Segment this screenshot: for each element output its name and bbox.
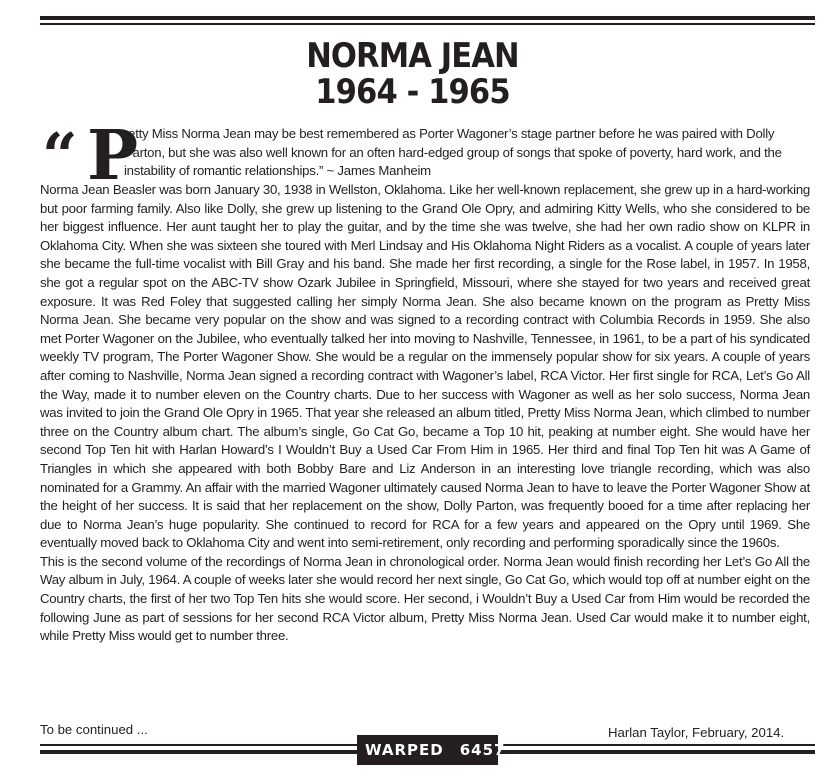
title-name: NORMA JEAN bbox=[306, 36, 519, 76]
paragraph-volume: This is the second volume of the recordings of Norma Jean in chronological order. Norma Jean would finish recording her Let’s Go All the Way album in July, 1964. A couple of weeks later she would record her next single, Go Cat Go, which would top off at number eight on the Country charts, the first of her two Top Ten hits she would score. Her second, i Wouldn’t Buy a Used Car from Him would be recorded the following June as part of sessions for her second RCA Victor album, Pretty Miss Norma Jean. Used Car would make it to number eight, while Pretty Miss would get to number three. bbox=[40, 553, 810, 644]
intro-quote bbox=[124, 125, 810, 181]
paragraph-biography: Norma Jean Beasler was born January 30, 1938 in Wellston, Oklahoma. Like her well-known replacement, she grew up in a hard-working but poor farming family. Also like Dolly, she grew up listening to the Grand Ole Opry, and admiring Kitty Wells, who she considered to be her biggest influence. Her aunt taught her to play the guitar, and by the time she was twelve, she had her own radio show on KLPR in Oklahoma City. When she was sixteen she toured with Merl Lindsay and His Oklahoma Night Riders as a vocalist. A couple of years later she became the full-time vocalist with Bill Gray and his band. She made her first recording, a single for the Rose label, in 1957. In 1958, she got a regular spot on the ABC-TV show Ozark Jubilee in Springfield, Missouri, where she stayed for two years and received great exposure. It was Red Foley that suggested calling her simply Norma Jean. She also became known on the program as Pretty Miss Norma Jean. She became very popular on the show and was signed to a recording contract with Columbia Records in 1959. She also met Porter Wagoner on the Jubilee, who eventually talked her into moving to Nashville, Tennessee, in 1961, to be a part of his syndicated weekly TV program, The Porter Wagoner Show. She would be a regular on the immensely popular show for six years. A couple of years after coming to Nashville, Norma Jean signed a recording contract with Wagoner’s label, RCA Victor. Her first single for RCA, Let’s Go All the Way, made it to number eleven on the Country charts. Due to her success with Wagoner as well as her solo success, Norma Jean was invited to join the Grand Ole Opry in 1965. That year she released an album titled, Pretty Miss Norma Jean, which climbed to number three on the Country album chart. The album’s single, Go Cat Go, became a Top 10 hit, peaking at number eight. She would have her second Top Ten hit with Harlan Howard’s I Wouldn’t Buy a Used Car From Him in 1965. Her third and final Top Ten hit was A Game of Triangles in which she appeared with both Bobby Bare and Liz Anderson in an interesting love triangle recording, which was also nominated for a Grammy. An affair with the married Wagoner ultimately caused Norma Jean to have to leave the Porter Wagoner Show at the height of her success. It is said that her replacement on the show, Dolly Parton, was frequently booed for a time after replacing her due to Norma Jean’s huge popularity. She continued to record for RCA for a few years and appeared on the Opry until 1969. She eventually moved back to Oklahoma City and went into semi-retirement, only recording and performing sporadically since the 1960s. bbox=[40, 182, 810, 551]
catalog-number: 6457 bbox=[459, 741, 506, 759]
quote-mark: “ bbox=[42, 119, 78, 192]
top-rule-thick bbox=[40, 16, 815, 20]
to-be-continued: To be continued ... bbox=[40, 722, 148, 737]
article-body bbox=[40, 181, 810, 646]
author-signature: Harlan Taylor, February, 2014. bbox=[608, 725, 785, 740]
top-rule-thin bbox=[40, 23, 815, 25]
intro-quote-text: retty Miss Norma Jean may be best remembered as Porter Wagoner’s stage partner before he was paired with Dolly Parton, but she was also well known for an often hard-edged group of songs that spoke of poverty, hard work, and the instability of romantic relationships.” ~ James Manheim bbox=[124, 126, 782, 179]
drop-cap: P bbox=[87, 116, 139, 196]
label-name: WARPED bbox=[365, 741, 444, 759]
catalog-badge bbox=[357, 735, 506, 765]
title-years: 1964 - 1965 bbox=[315, 72, 510, 112]
